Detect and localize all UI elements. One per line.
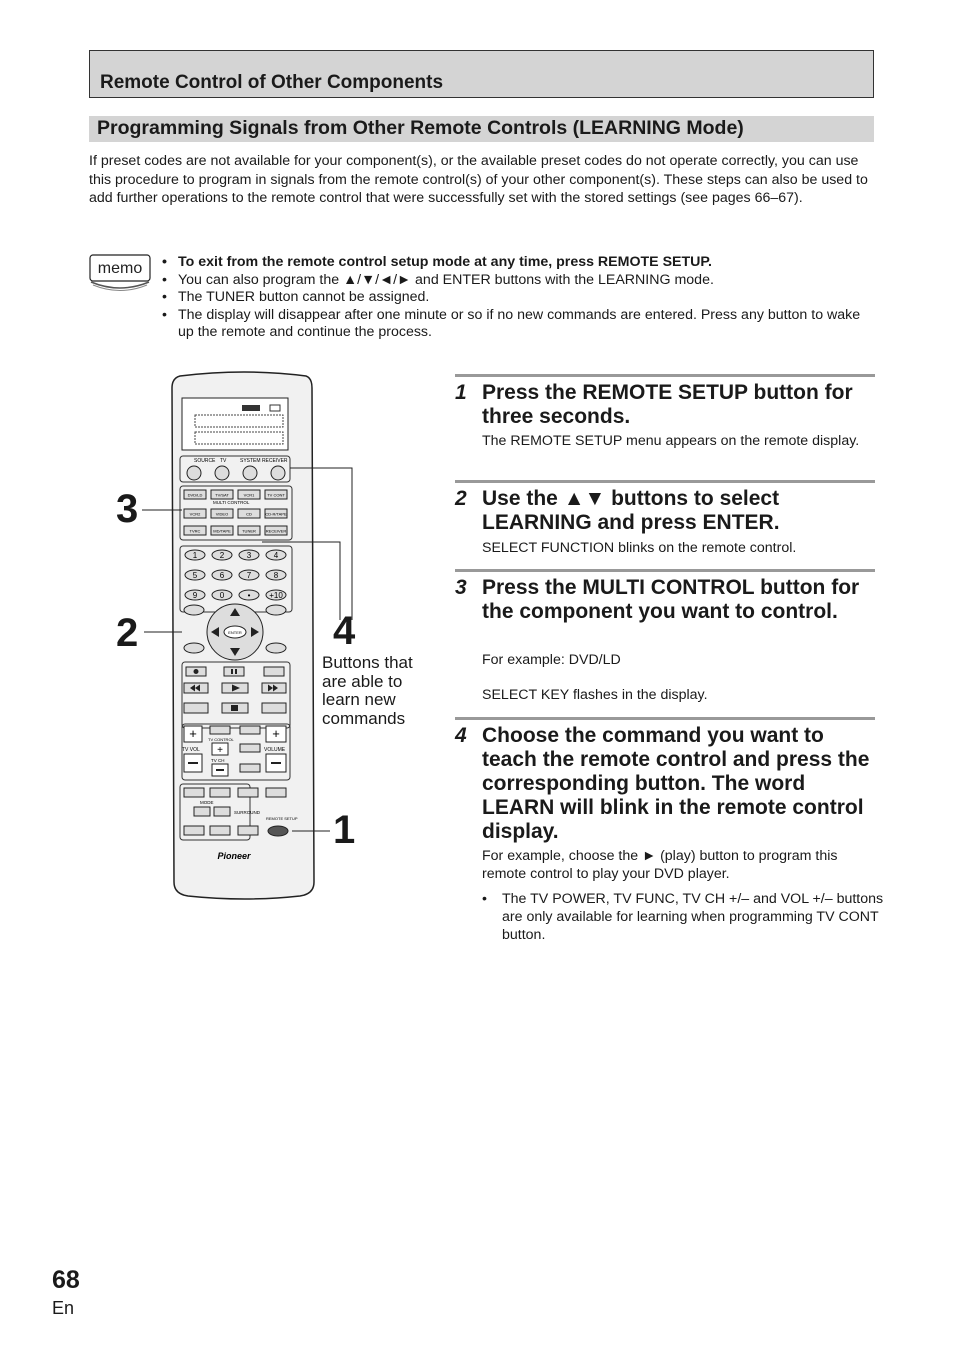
- step-number: 2: [455, 487, 467, 510]
- number-button-label: 9: [192, 591, 198, 600]
- step-3-example: For example: DVD/LD: [482, 652, 621, 668]
- memo-item: • To exit from the remote control setup mode at any time, press REMOTE SETUP.: [162, 254, 878, 272]
- step-2-body: SELECT FUNCTION blinks on the remote control.: [482, 540, 797, 556]
- number-button-label: 0: [219, 591, 225, 600]
- step-title: Press the MULTI CONTROL button for the component you want to control.: [482, 576, 860, 623]
- system-setup-button[interactable]: [184, 605, 204, 615]
- minus-icon: [271, 762, 281, 764]
- memo-item: • The display will disappear after one minute or so if no new commands are entered. Press any button to wake up the remote and continue the process.: [162, 307, 878, 342]
- multi-control-button-label: VIDEO: [215, 511, 229, 517]
- step-title: Choose the command you want to teach the remote control and press the corresponding button. The word LEARN will blink in the remote control display.: [482, 724, 870, 843]
- label-tv-control: TV CONTROL: [208, 737, 234, 742]
- multi-control-button-label: CD: [246, 511, 252, 517]
- record-icon: [194, 669, 199, 674]
- callout-2: 2: [116, 611, 139, 655]
- input-select-button[interactable]: [240, 726, 260, 734]
- step-4-note: • The TV POWER, TV FUNC, TV CH +/– and VOL +/– buttons are only available for learning when programming TV CONT button.: [482, 890, 894, 944]
- channel-select-button[interactable]: [210, 826, 230, 835]
- pause-icon: [231, 669, 233, 674]
- number-button-label: •: [247, 591, 251, 600]
- step-number: 1: [455, 381, 467, 404]
- label-multi-control: MULTI CONTROL: [213, 500, 250, 505]
- label-remote-setup: REMOTE SETUP: [266, 816, 298, 821]
- number-button-label: 8: [273, 571, 279, 580]
- memo-label: memo: [97, 260, 143, 277]
- number-button-label: 7: [246, 571, 252, 580]
- memo-item: • You can also program the ▲/▼/◄/► and ENTER buttons with the LEARNING mode.: [162, 272, 878, 290]
- mute-button[interactable]: [266, 788, 286, 797]
- movie-button[interactable]: [184, 788, 204, 797]
- number-button-label: 2: [219, 551, 225, 560]
- main-heading: Programming Signals from Other Remote Controls (LEARNING Mode): [97, 117, 744, 139]
- multi-control-button-label: TV/SAT: [215, 492, 229, 498]
- minus-icon: [188, 762, 198, 764]
- guide-button[interactable]: [266, 605, 286, 615]
- mode-plus-button[interactable]: [214, 807, 230, 816]
- mute-tv-button[interactable]: [240, 744, 260, 752]
- step-title: Press the REMOTE SETUP button for three seconds.: [482, 381, 853, 428]
- next-button[interactable]: [262, 703, 286, 713]
- intro-paragraph: If preset codes are not available for your component(s), or the available preset codes do not operate correctly, you can use this procedure to program in signals from the remote control(s) of your other component(s). These steps can also be used to add further operations to the remote control that were successfully set with the stored settings (see pages 66–67).: [89, 153, 868, 206]
- step-divider: [455, 480, 875, 483]
- step-divider: [455, 374, 875, 377]
- step-3-heading: [455, 576, 880, 624]
- callout-3: 3: [116, 487, 139, 531]
- learnable-buttons-label: Buttons that are able to learn new commands: [322, 653, 413, 728]
- stop-icon: [231, 705, 238, 711]
- label-tv: TV: [220, 458, 227, 464]
- plus-icon: +: [272, 726, 280, 741]
- memo-item: • The TUNER button cannot be assigned.: [162, 289, 878, 307]
- tv-func-button[interactable]: [210, 726, 230, 734]
- multi-control-button-label: CD-R/TAPE: [265, 511, 287, 517]
- exit-button[interactable]: [266, 643, 286, 653]
- step-2-heading: [455, 487, 880, 535]
- step-number: 4: [455, 724, 467, 747]
- step-1-body: The REMOTE SETUP menu appears on the remote display.: [482, 433, 860, 449]
- setup-indicator: [242, 405, 260, 411]
- remote-control-illustration: [100, 370, 460, 910]
- label-surround: SURROUND: [234, 810, 261, 815]
- effect-button[interactable]: [238, 788, 258, 797]
- number-button-label: 6: [219, 571, 225, 580]
- multi-control-button-label: VCR1: [243, 492, 255, 498]
- sub-title-button[interactable]: [264, 667, 284, 676]
- music-button[interactable]: [210, 788, 230, 797]
- step-4-heading: [455, 724, 880, 844]
- number-button-label: +10: [269, 591, 283, 600]
- page-number: 68: [52, 1266, 80, 1294]
- multi-control-button-label: TVRC: [189, 528, 201, 534]
- remote-setup-button[interactable]: [268, 826, 288, 836]
- step-1-heading: [455, 381, 880, 429]
- receiver-power-button[interactable]: [271, 466, 285, 480]
- multi-control-button-label: TUNER: [242, 528, 256, 534]
- pause-button[interactable]: [224, 667, 244, 676]
- memo-list: [162, 254, 878, 342]
- number-button-label: 5: [192, 571, 198, 580]
- step-number: 3: [455, 576, 467, 599]
- step-title: Use the ▲▼ buttons to select LEARNING and press ENTER.: [482, 487, 780, 534]
- system-power-button[interactable]: [243, 466, 257, 480]
- number-button-label: 1: [192, 551, 198, 560]
- remote-display: [182, 398, 288, 450]
- tuner-edit-button[interactable]: [184, 643, 204, 653]
- menu-button[interactable]: [240, 764, 260, 772]
- plus-icon: +: [189, 726, 197, 741]
- test-tone-button[interactable]: [238, 826, 258, 835]
- number-button-label: 3: [246, 551, 252, 560]
- label-system-receiver: SYSTEM RECEIVER: [240, 458, 288, 464]
- minus-icon: [216, 769, 224, 771]
- mode-minus-button[interactable]: [194, 807, 210, 816]
- tv-power-button[interactable]: [215, 466, 229, 480]
- multi-control-button-label: TV CONT: [267, 492, 285, 498]
- page-language: En: [52, 1298, 75, 1318]
- label-volume: VOLUME: [264, 747, 286, 753]
- section-title: Remote Control of Other Components: [100, 72, 444, 93]
- callout-4: 4: [333, 609, 356, 653]
- callout-1: 1: [333, 808, 356, 852]
- step-divider: [455, 717, 875, 720]
- multi-control-button-label: DVD/LD: [187, 492, 203, 498]
- source-power-button[interactable]: [187, 466, 201, 480]
- dsp-button[interactable]: [184, 826, 204, 835]
- pioneer-logo: Pioneer: [217, 851, 251, 861]
- previous-button[interactable]: [184, 703, 208, 713]
- pause-icon: [235, 669, 237, 674]
- multi-control-button-label: MD/TAPE: [213, 528, 231, 534]
- number-button-label: 4: [273, 551, 279, 560]
- step-divider: [455, 569, 875, 572]
- multi-control-button-label: VCR2: [189, 511, 201, 517]
- label-tv-vol: TV VOL: [182, 747, 200, 753]
- plus-icon: +: [217, 745, 223, 756]
- enter-label: ENTER: [228, 630, 242, 635]
- label-source: SOURCE: [194, 458, 216, 464]
- multi-control-button-label: RECEIVER: [265, 528, 287, 534]
- memo-icon: [89, 254, 151, 292]
- label-tv-ch: TV CH: [211, 758, 225, 763]
- step-4-body: For example, choose the ► (play) button to program this remote control to play your DVD player.: [482, 848, 838, 882]
- label-mode: MODE: [200, 800, 214, 805]
- step-3-body: SELECT KEY flashes in the display.: [482, 687, 708, 703]
